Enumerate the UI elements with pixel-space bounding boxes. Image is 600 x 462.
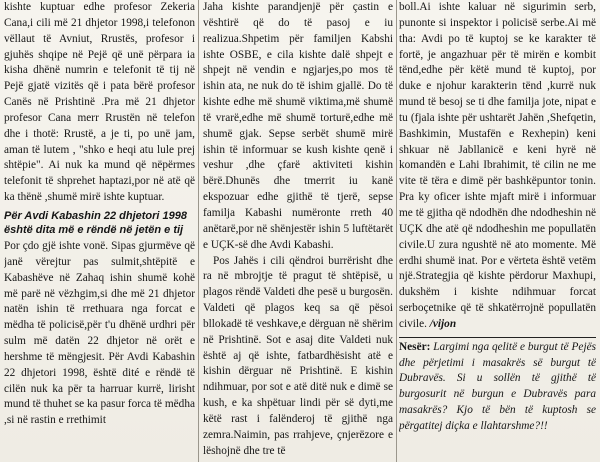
column-2-paragraph-2: Pos Jahës i cili qëndroi burrërisht dhe ra në mbrojtje të pragut të shtëpisë, u plagos rëndë Valdeti dhe pesë u burgosën. Valdeti që plagos keq sa që pësoi bllokadë të veshkave,e dërguan në shërim në Prishtinë. Sot e asaj dite Valdeti nuk është aj që ishte, fatbardhësisht atë e kishin dërguar në Prishtinë. E kishin ndihmuar, por sot e atë ditë nuk e dimë se kush, e ka shpëtuar lindi për së dyti,me këtë rast i falënderoj të gjithë nga zemra.Naimin, pas rrahjeve, çnjerëzore e lëshojnë dhe tre të bbox=[203, 254, 393, 457]
column-3-paragraph-1 bbox=[399, 0, 596, 333]
column-3-paragraph-1-text: boll.Ai ishte kaluar në sigurimin serb, punonte si inspektor i policisë serbe.Ai më tha: Avdi po të kuptoj se ke karakter të fortë, je angazhuar për të mirën e kombit tënd,edhe për këtë mund të kuptoj, por duke e njohur karakterin tënd ,kurrë nuk mund të besoj se ti dhe familja jote, nipat e tu (fjala ishte për ushtarët Jahën ,Shefqetin, Bashkimin, Mustafën e Rexhepin) keni shkuar në Jabllanicë e keni hyrë në komandën e Lahi Ibrahimit, të cilin ne me vite të tëra e dimë për bashkëpuntor tonin. Pra ky oficer ishte mjaft mirë i informuar me të gjitha që ndodhën dhe ndodheshin në UÇK dhe atë që ndodheshin me popullatën civile.U zura ngushtë në ato momente. Më erdhi shumë inat. Por e vërteta është vetëm një.Strategjia që kishte përdorur Maxhupi, dukshëm i kishte ndihmuar forcat serboçetnike që të shkatërrojnë popullatën civile. bbox=[399, 1, 596, 330]
column-1-subheading: Për Avdi Kabashin 22 dhjetori 1998 është dita më e rëndë në jetën e tij bbox=[4, 209, 187, 236]
next-issue-text: Largimi nga qelitë e burgut të Pejës dhe përjetimi i masakrës së burgut të Dubravës. Si u sollën të gjithë të burgosurit në burgun e Dubravës para masakrës? Kjo të bën të kuptosh se përgatitej diçka e llahtarshme?!! bbox=[399, 340, 596, 432]
next-issue-label: Nesër: bbox=[399, 340, 431, 353]
column-2-paragraph-1: Jaha kishte parandjenjë për çastin e vështirë që do të pasoj e iu realizua.Shpetim për familjen Kabshi ishte OSBE, e cila kishte dalë shpejt e shpejt në vendin e ngjarjes,po mos të ishin ata, ne nuk do të ishim gjallë. Do të kishte edhe më shumë viktima,më shumë të vrarë,edhe më shumë torturë,edhe më shumë gjak. Sepse serbët shumë mirë ishin të informuar se kush kishte qenë i veshur ,dhe çfarë aktiviteti kishin bërë.Dhunës dhe tmerrit iu kanë ekspozuar edhe gjithë të tjerë, sepse familja Kabashi numëronte rreth 40 anëtarë,por në shënjestër ishin 5 luftëtarët e UÇK-së dhe Avdi Kabashi. bbox=[203, 1, 393, 251]
column-divider-2 bbox=[396, 0, 397, 462]
column-1-paragraph-2: Por çdo gjë ishte vonë. Sipas gjurmëve që janë vërejtur pas sulmit,shtëpitë e Kabashëve në Zahaq ishin shumë kohë më parë në vëzhgim,si dhe më 21 dhjetor natën ishin të rrethuara nga forcat e mëdha të policisë,për t'u dhënë urdhri për sulm më datën 22 dhjetor në orët e hershme të mëngjesit. Për Avdi Kabashin 22 dhjetori 1998, është dité e rëndë të cilën nuk ka për ta harruar kurrë, lirisht mund të thuhet se ka pasur forca të mëdha ,si në rastin e rrethimit bbox=[4, 239, 195, 427]
column-1-paragraph-1: kishte kuptuar edhe profesor Zekeria Cana,i cili më 21 dhjetor 1998,i telefonon vëllaut të Avniut, Rrustës, profesor i gjuhës shqipe në Pejë që unë përpara ia kisha dhënë numrin e telefonit të tij në Pejë gjatë vizitës që i pata bërë profesor Canës në Prishtinë .Pra më 21 dhjetor profesor Cana merr Rrustën në telefon dhe i thotë: Rrustë, a je ti, po unë jam, aman të lutem , "shko e heqi atu lule prej shtëpie". Ai nuk ka mund që nëpërmes telefonit të shprehet haptazi,por në atë që ka thënë ,shumë mirë ishte kuptuar. bbox=[4, 1, 195, 204]
to-be-continued: /vijon bbox=[429, 317, 457, 330]
next-issue-teaser bbox=[399, 337, 596, 435]
column-1 bbox=[4, 0, 195, 460]
column-3 bbox=[399, 0, 596, 460]
column-2 bbox=[203, 0, 393, 460]
column-divider-1 bbox=[198, 0, 199, 462]
